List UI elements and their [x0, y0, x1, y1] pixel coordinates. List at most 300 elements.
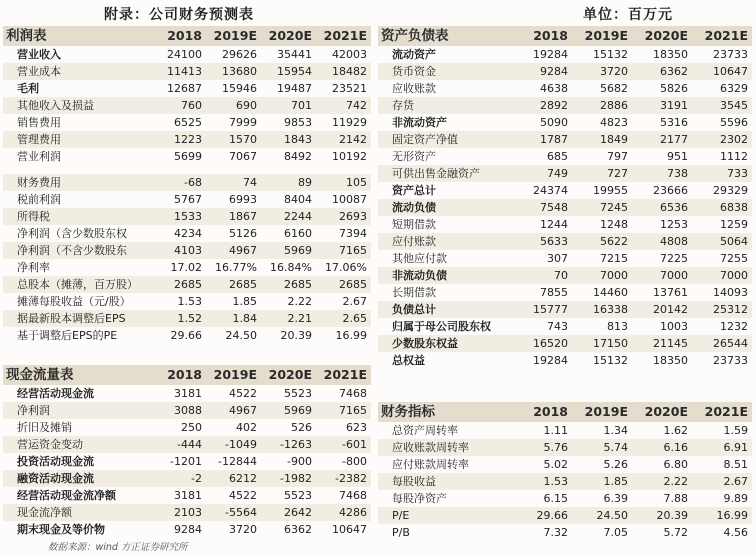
value-cell: -5564: [206, 504, 261, 521]
table-row: [3, 225, 371, 242]
value-cell: 3191: [632, 97, 692, 114]
value-cell: 738: [632, 165, 692, 182]
row-label: 应收账款: [392, 82, 436, 95]
value-cell: 7468: [339, 489, 367, 502]
value-cell: 7000: [692, 267, 752, 284]
value-cell: 1.85: [572, 473, 632, 490]
income-statement-table: [3, 26, 371, 344]
table-row: [378, 216, 752, 233]
value-cell: 4103: [151, 242, 206, 259]
value-cell: 7165: [316, 402, 371, 419]
value-cell: 6160: [284, 227, 312, 240]
row-label: 销售费用: [17, 116, 61, 129]
value-cell: 10087: [332, 193, 367, 206]
value-cell: 24.50: [572, 507, 632, 524]
value-cell: 13761: [653, 286, 688, 299]
value-cell: 1.84: [206, 310, 261, 327]
value-cell: 1.52: [151, 310, 206, 327]
value-cell: 8404: [284, 193, 312, 206]
table-row: [3, 419, 371, 436]
value-cell: 760: [151, 97, 206, 114]
table-row: [3, 327, 371, 344]
value-cell: 11413: [151, 63, 206, 80]
value-cell: 7000: [632, 267, 692, 284]
row-label: 营业成本: [3, 63, 151, 80]
spacer-row: [3, 165, 371, 174]
table-row: [378, 80, 752, 97]
row-label: 固定资产净值: [378, 131, 512, 148]
row-label: P/E: [378, 507, 512, 524]
row-label: 折旧及摊销: [17, 421, 72, 434]
value-cell: 15954: [261, 63, 316, 80]
value-cell: 23733: [713, 48, 748, 61]
value-cell: 749: [512, 165, 572, 182]
table-row: [378, 165, 752, 182]
value-cell: 18350: [653, 48, 688, 61]
table-row: [378, 267, 752, 284]
row-label: 少数股东权益: [378, 335, 512, 352]
value-cell: 4967: [206, 402, 261, 419]
table-header-row: [378, 26, 752, 46]
table-row: [3, 276, 371, 293]
value-cell: 5.76: [512, 439, 572, 456]
value-cell: 2693: [316, 208, 371, 225]
value-cell: 5969: [261, 242, 316, 259]
value-cell: 23733: [713, 354, 748, 367]
value-cell: 4967: [206, 242, 261, 259]
table-row: [3, 487, 371, 504]
year-header: 2021E: [316, 365, 371, 385]
value-cell: 24100: [167, 48, 202, 61]
table-row: [378, 46, 752, 63]
value-cell: 12687: [167, 82, 202, 95]
row-label: 营业收入: [17, 48, 61, 61]
value-cell: 6.15: [543, 492, 568, 505]
value-cell: 1.34: [603, 424, 628, 437]
value-cell: 1533: [151, 208, 206, 225]
value-cell: 20.39: [280, 329, 312, 342]
value-cell: 10647: [692, 63, 752, 80]
value-cell: 18482: [316, 63, 371, 80]
value-cell: 1253: [660, 218, 688, 231]
value-cell: 11929: [332, 116, 367, 129]
value-cell: 1244: [540, 218, 568, 231]
value-cell: 7.32: [543, 526, 568, 539]
value-cell: 2.22: [632, 473, 692, 490]
data-source-footer: 数据来源：wind 方正证券研究所: [48, 542, 188, 553]
row-label: 净利润（不含少数股东: [3, 242, 151, 259]
value-cell: 5682: [600, 82, 628, 95]
value-cell: 2177: [632, 131, 692, 148]
value-cell: 14460: [593, 286, 628, 299]
table-title: 财务指标: [378, 402, 512, 422]
row-label: 净利润: [3, 402, 151, 419]
financial-ratios-table: [378, 402, 752, 541]
value-cell: 24.50: [225, 329, 257, 342]
value-cell: 2685: [316, 276, 371, 293]
value-cell: 10647: [332, 523, 367, 536]
value-cell: 6.91: [692, 439, 752, 456]
row-label: 每股净资产: [392, 492, 447, 505]
value-cell: 2142: [316, 131, 371, 148]
value-cell: 4522: [229, 489, 257, 502]
table-row: [3, 148, 371, 165]
value-cell: 685: [547, 150, 568, 163]
value-cell: 7165: [316, 242, 371, 259]
table-row: [378, 250, 752, 267]
value-cell: 5090: [540, 116, 568, 129]
row-label: 其他应付款: [392, 252, 447, 265]
balance-sheet-panel: [378, 26, 752, 369]
row-label: 总股本（摊薄，百万股）: [3, 276, 151, 293]
row-label: 无形资产: [392, 150, 436, 163]
table-row: [3, 131, 371, 148]
unit-label: 单位：百万元: [583, 7, 673, 23]
value-cell: 2103: [151, 504, 206, 521]
appendix-title: 附录：公司财务预测表: [104, 7, 254, 23]
table-row: [3, 259, 371, 276]
value-cell: 74: [206, 174, 261, 191]
value-cell: 5523: [284, 387, 312, 400]
value-cell: 3181: [174, 489, 202, 502]
value-cell: 1232: [720, 320, 748, 333]
value-cell: -1049: [206, 436, 261, 453]
value-cell: 5523: [284, 489, 312, 502]
row-label: 可供出售金融资产: [378, 165, 512, 182]
value-cell: 8.51: [723, 458, 748, 471]
value-cell: 7255: [720, 252, 748, 265]
table-row: [378, 148, 752, 165]
table-row: [378, 422, 752, 439]
value-cell: 1787: [512, 131, 572, 148]
row-label: 摊薄每股收益（元/股）: [17, 295, 131, 308]
value-cell: -2: [151, 470, 206, 487]
value-cell: 4808: [632, 233, 692, 250]
row-label: 存货: [378, 97, 512, 114]
value-cell: 29.66: [512, 507, 572, 524]
value-cell: 5.02: [543, 458, 568, 471]
table-row: [378, 352, 752, 369]
table-row: [3, 97, 371, 114]
value-cell: 3181: [174, 387, 202, 400]
value-cell: 10192: [332, 150, 367, 163]
table-row: [378, 114, 752, 131]
table-row: [378, 131, 752, 148]
year-header: 2021E: [316, 26, 371, 46]
table-row: [3, 504, 371, 521]
value-cell: 813: [607, 320, 628, 333]
value-cell: 5596: [720, 116, 748, 129]
table-row: [3, 114, 371, 131]
value-cell: -1982: [261, 470, 316, 487]
value-cell: 23666: [653, 184, 688, 197]
value-cell: 15132: [593, 354, 628, 367]
row-label: 净利率: [17, 261, 50, 274]
table-row: [3, 293, 371, 310]
value-cell: 6.80: [663, 458, 688, 471]
value-cell: 16.77%: [215, 261, 257, 274]
value-cell: 2685: [261, 276, 316, 293]
row-label: 毛利: [17, 82, 39, 95]
table-row: [3, 310, 371, 327]
value-cell: 1112: [720, 150, 748, 163]
value-cell: 6362: [284, 523, 312, 536]
balance-sheet-table: [378, 26, 752, 369]
row-label: 所得税: [3, 208, 151, 225]
value-cell: 25312: [692, 301, 752, 318]
value-cell: 1223: [151, 131, 206, 148]
value-cell: 23521: [332, 82, 367, 95]
year-header: 2019E: [572, 26, 632, 46]
value-cell: 29.66: [170, 329, 202, 342]
value-cell: 15132: [593, 48, 628, 61]
value-cell: 7.88: [663, 492, 688, 505]
value-cell: 727: [572, 165, 632, 182]
table-header-row: [3, 365, 371, 385]
year-header: 2018: [151, 365, 206, 385]
table-row: [3, 191, 371, 208]
value-cell: 20.39: [632, 507, 692, 524]
table-row: [3, 80, 371, 97]
row-label: 营业利润: [17, 150, 61, 163]
value-cell: -12844: [218, 455, 257, 468]
value-cell: 14093: [713, 286, 748, 299]
year-header: 2020E: [632, 26, 692, 46]
value-cell: 250: [181, 421, 202, 434]
table-header-row: [378, 402, 752, 422]
table-row: [378, 456, 752, 473]
row-label: 现金流净额: [3, 504, 151, 521]
value-cell: 5.26: [603, 458, 628, 471]
value-cell: 9853: [284, 116, 312, 129]
row-label: 非流动负债: [378, 267, 512, 284]
value-cell: 19284: [533, 354, 568, 367]
value-cell: 2.21: [261, 310, 316, 327]
value-cell: 2685: [151, 276, 206, 293]
value-cell: -800: [342, 455, 367, 468]
year-header: 2018: [512, 402, 572, 422]
row-label: 经营活动现金流: [17, 387, 94, 400]
value-cell: 733: [692, 165, 752, 182]
row-label: 管理费用: [3, 131, 151, 148]
value-cell: 307: [547, 252, 568, 265]
value-cell: 42003: [332, 48, 367, 61]
row-label: 短期借款: [392, 218, 436, 231]
row-label: 负债总计: [378, 301, 512, 318]
value-cell: 5767: [174, 193, 202, 206]
table-row: [3, 453, 371, 470]
value-cell: 5126: [229, 227, 257, 240]
value-cell: 16.84%: [270, 261, 312, 274]
table-title: 资产负债表: [378, 26, 512, 46]
row-label: 归属于母公司股东权: [392, 320, 491, 333]
value-cell: 17150: [572, 335, 632, 352]
year-header: 2020E: [632, 402, 692, 422]
value-cell: 1849: [572, 131, 632, 148]
table-row: [3, 63, 371, 80]
table-row: [3, 208, 371, 225]
value-cell: 797: [607, 150, 628, 163]
table-row: [378, 199, 752, 216]
value-cell: 1570: [206, 131, 261, 148]
value-cell: 3720: [572, 63, 632, 80]
value-cell: 3545: [692, 97, 752, 114]
value-cell: 6362: [632, 63, 692, 80]
value-cell: 4823: [600, 116, 628, 129]
value-cell: 6525: [174, 116, 202, 129]
value-cell: 19284: [533, 48, 568, 61]
value-cell: 7394: [339, 227, 367, 240]
value-cell: 7000: [572, 267, 632, 284]
value-cell: 2685: [206, 276, 261, 293]
row-label: 非流动资产: [392, 116, 447, 129]
value-cell: 2886: [572, 97, 632, 114]
table-row: [378, 182, 752, 199]
value-cell: 2.65: [316, 310, 371, 327]
value-cell: 2642: [261, 504, 316, 521]
table-row: [3, 385, 371, 402]
table-row: [378, 318, 752, 335]
value-cell: 20142: [632, 301, 692, 318]
value-cell: 24374: [533, 184, 568, 197]
row-label: 总权益: [392, 354, 425, 367]
value-cell: -1201: [170, 455, 202, 468]
value-cell: 9284: [174, 523, 202, 536]
value-cell: 6993: [229, 193, 257, 206]
value-cell: 1867: [206, 208, 261, 225]
table-row: [3, 470, 371, 487]
table-row: [378, 301, 752, 318]
value-cell: 6.39: [603, 492, 628, 505]
value-cell: 9.89: [723, 492, 748, 505]
table-row: [378, 63, 752, 80]
value-cell: 2244: [261, 208, 316, 225]
value-cell: 7067: [229, 150, 257, 163]
row-label: 财务费用: [3, 174, 151, 191]
value-cell: 3088: [151, 402, 206, 419]
row-label: 经营活动现金流净额: [17, 489, 116, 502]
cashflow-panel: [3, 365, 371, 538]
row-label: 货币资金: [378, 63, 512, 80]
value-cell: 1248: [600, 218, 628, 231]
table-row: [3, 242, 371, 259]
row-label: 应付账款: [378, 233, 512, 250]
value-cell: 6.16: [632, 439, 692, 456]
year-header: 2021E: [692, 26, 752, 46]
year-header: 2019E: [206, 365, 261, 385]
value-cell: 2302: [692, 131, 752, 148]
value-cell: 6838: [692, 199, 752, 216]
table-row: [378, 335, 752, 352]
table-title: 利润表: [3, 26, 151, 46]
row-label: 营运资金变动: [3, 436, 151, 453]
value-cell: 7999: [229, 116, 257, 129]
value-cell: 5316: [660, 116, 688, 129]
value-cell: 5699: [174, 150, 202, 163]
year-header: 2021E: [692, 402, 752, 422]
value-cell: 5826: [660, 82, 688, 95]
value-cell: 70: [512, 267, 572, 284]
row-label: 应付账款周转率: [392, 458, 469, 471]
table-row: [378, 524, 752, 541]
value-cell: 5064: [692, 233, 752, 250]
table-row: [378, 97, 752, 114]
value-cell: 17.06%: [325, 261, 367, 274]
row-label: 长期借款: [392, 286, 436, 299]
row-label: 期末现金及等价物: [17, 523, 105, 536]
year-header: 2018: [512, 26, 572, 46]
value-cell: 18350: [653, 354, 688, 367]
row-label: 税前利润: [17, 193, 61, 206]
value-cell: 1.53: [177, 295, 202, 308]
value-cell: 5633: [512, 233, 572, 250]
row-label: 融资活动现金流: [3, 470, 151, 487]
value-cell: 701: [261, 97, 316, 114]
value-cell: 6212: [206, 470, 261, 487]
value-cell: 29329: [713, 184, 748, 197]
table-row: [378, 284, 752, 301]
value-cell: 26544: [692, 335, 752, 352]
value-cell: 8492: [284, 150, 312, 163]
table-row: [3, 436, 371, 453]
value-cell: 4286: [316, 504, 371, 521]
value-cell: -444: [151, 436, 206, 453]
value-cell: 3720: [229, 523, 257, 536]
title-bar: [0, 0, 756, 26]
table-row: [378, 233, 752, 250]
value-cell: 7468: [339, 387, 367, 400]
value-cell: 1.53: [512, 473, 572, 490]
table-header-row: [3, 26, 371, 46]
year-header: 2019E: [572, 402, 632, 422]
value-cell: 7855: [540, 286, 568, 299]
table-row: [3, 521, 371, 538]
value-cell: 743: [547, 320, 568, 333]
value-cell: 526: [291, 421, 312, 434]
value-cell: 7.05: [603, 526, 628, 539]
value-cell: 5.72: [663, 526, 688, 539]
value-cell: 623: [346, 421, 367, 434]
value-cell: 6536: [632, 199, 692, 216]
value-cell: 4522: [229, 387, 257, 400]
value-cell: 21145: [632, 335, 692, 352]
value-cell: 5622: [572, 233, 632, 250]
value-cell: 105: [316, 174, 371, 191]
value-cell: 742: [316, 97, 371, 114]
table-row: [3, 402, 371, 419]
income-statement-panel: [3, 26, 371, 344]
value-cell: 690: [206, 97, 261, 114]
value-cell: 402: [236, 421, 257, 434]
value-cell: 16.99: [692, 507, 752, 524]
value-cell: 4638: [540, 82, 568, 95]
value-cell: 4.56: [723, 526, 748, 539]
value-cell: 29626: [222, 48, 257, 61]
row-label: P/B: [392, 526, 410, 539]
spacer-cell: [3, 165, 371, 174]
row-label: 资产总计: [392, 184, 436, 197]
row-label: 其他收入及损益: [3, 97, 151, 114]
value-cell: 1.59: [723, 424, 748, 437]
value-cell: 35441: [277, 48, 312, 61]
value-cell: 15777: [512, 301, 572, 318]
table-row: [378, 473, 752, 490]
value-cell: 1.85: [232, 295, 257, 308]
value-cell: 1.11: [543, 424, 568, 437]
row-label: 据最新股本调整后EPS: [3, 310, 151, 327]
value-cell: 1003: [660, 320, 688, 333]
value-cell: 2892: [512, 97, 572, 114]
